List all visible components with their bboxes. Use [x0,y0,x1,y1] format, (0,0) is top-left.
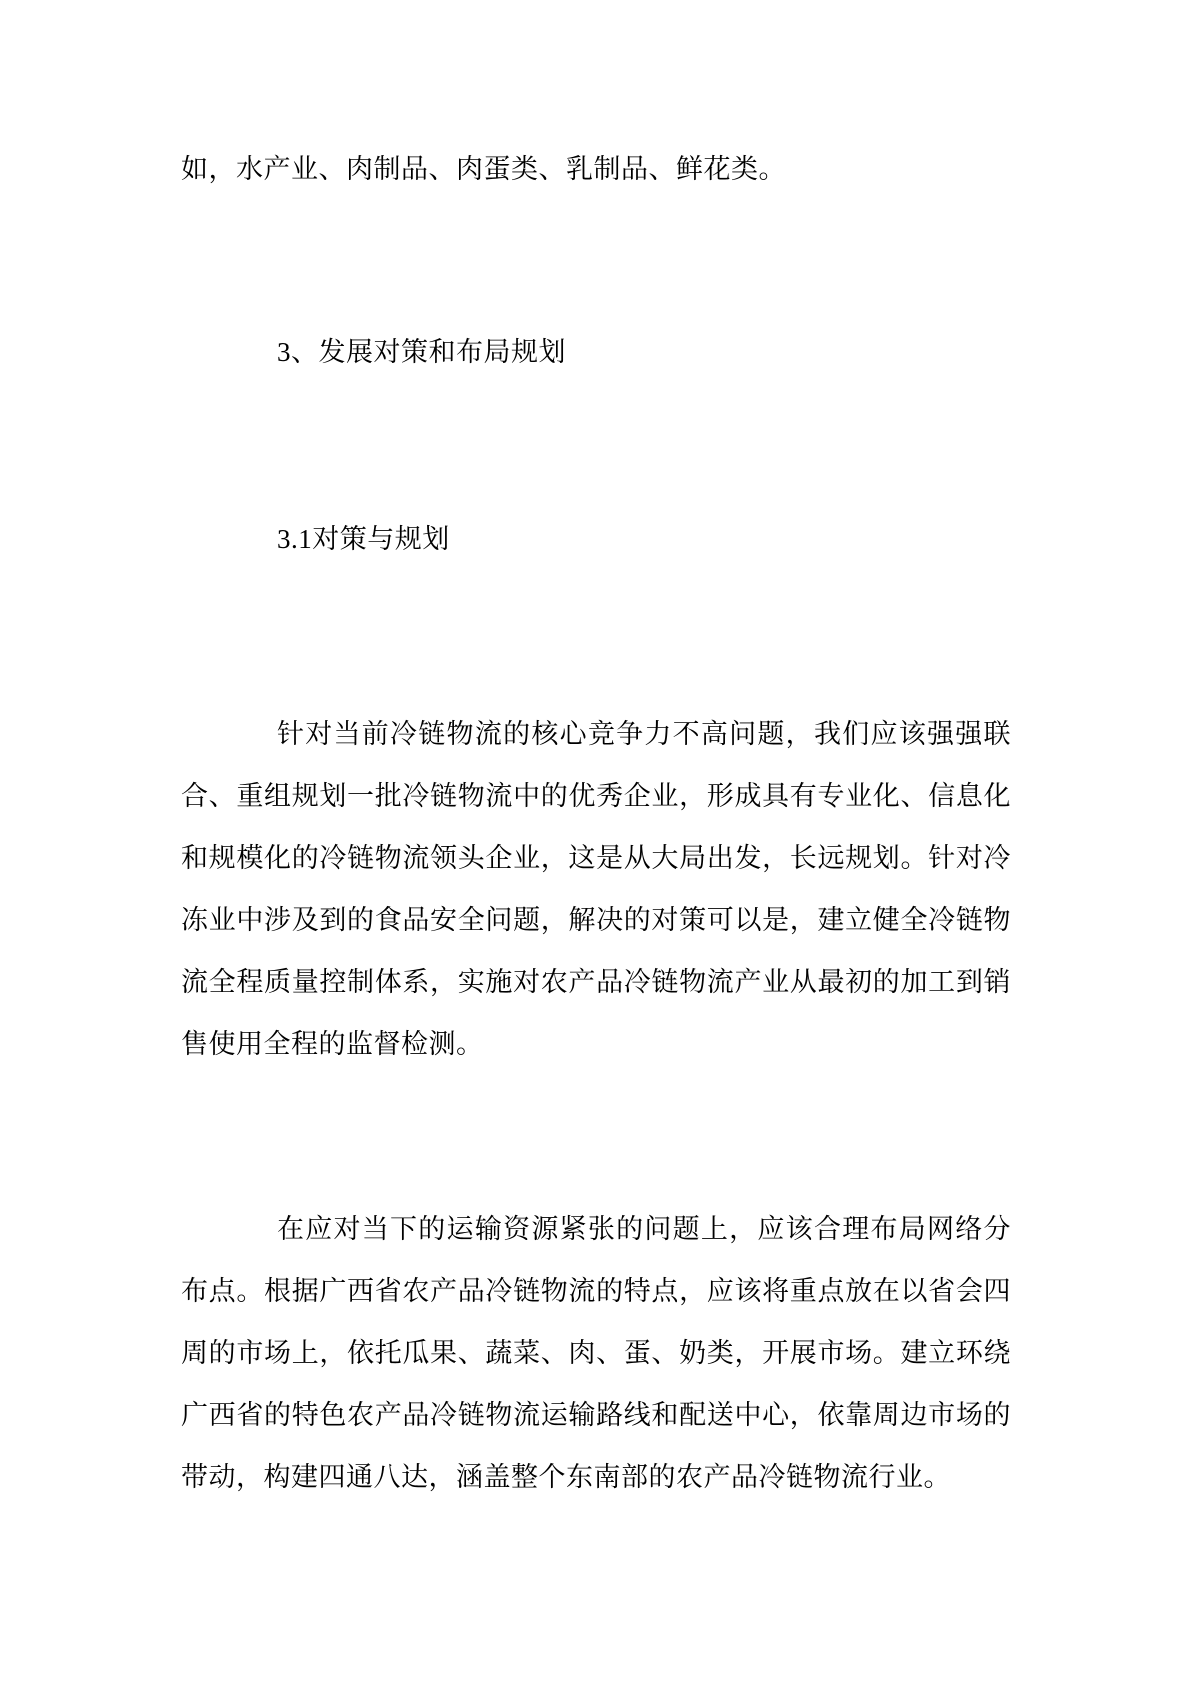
subsection-heading: 3.1对策与规划 [277,524,450,554]
paragraph-network-layout: 在应对当下的运输资源紧张的问题上，应该合理布局网络分布点。根据广西省农产品冷链物流的特点，应该将重点放在以省会四周的市场上，依托瓜果、蔬菜、肉、蛋、奶类，开展市场。建立环绕广西省的特色农产品冷链物流运输路线和配送中心，依靠周边市场的带动，构建四通八达，涵盖整个东南部的农产品冷链物流行业。 [181,1214,1011,1492]
continuation-line: 如，水产业、肉制品、肉蛋类、乳制品、鲜花类。 [181,154,786,184]
section-heading: 3、发展对策和布局规划 [277,337,566,367]
paragraph-countermeasures: 针对当前冷链物流的核心竞争力不高问题，我们应该强强联合、重组规划一批冷链物流中的优秀企业，形成具有专业化、信息化和规模化的冷链物流领头企业，这是从大局出发，长远规划。针对冷冻业中涉及到的食品安全问题，解决的对策可以是，建立健全冷链物流全程质量控制体系，实施对农产品冷链物流产业从最初的加工到销售使用全程的监督检测。 [181,719,1011,1059]
